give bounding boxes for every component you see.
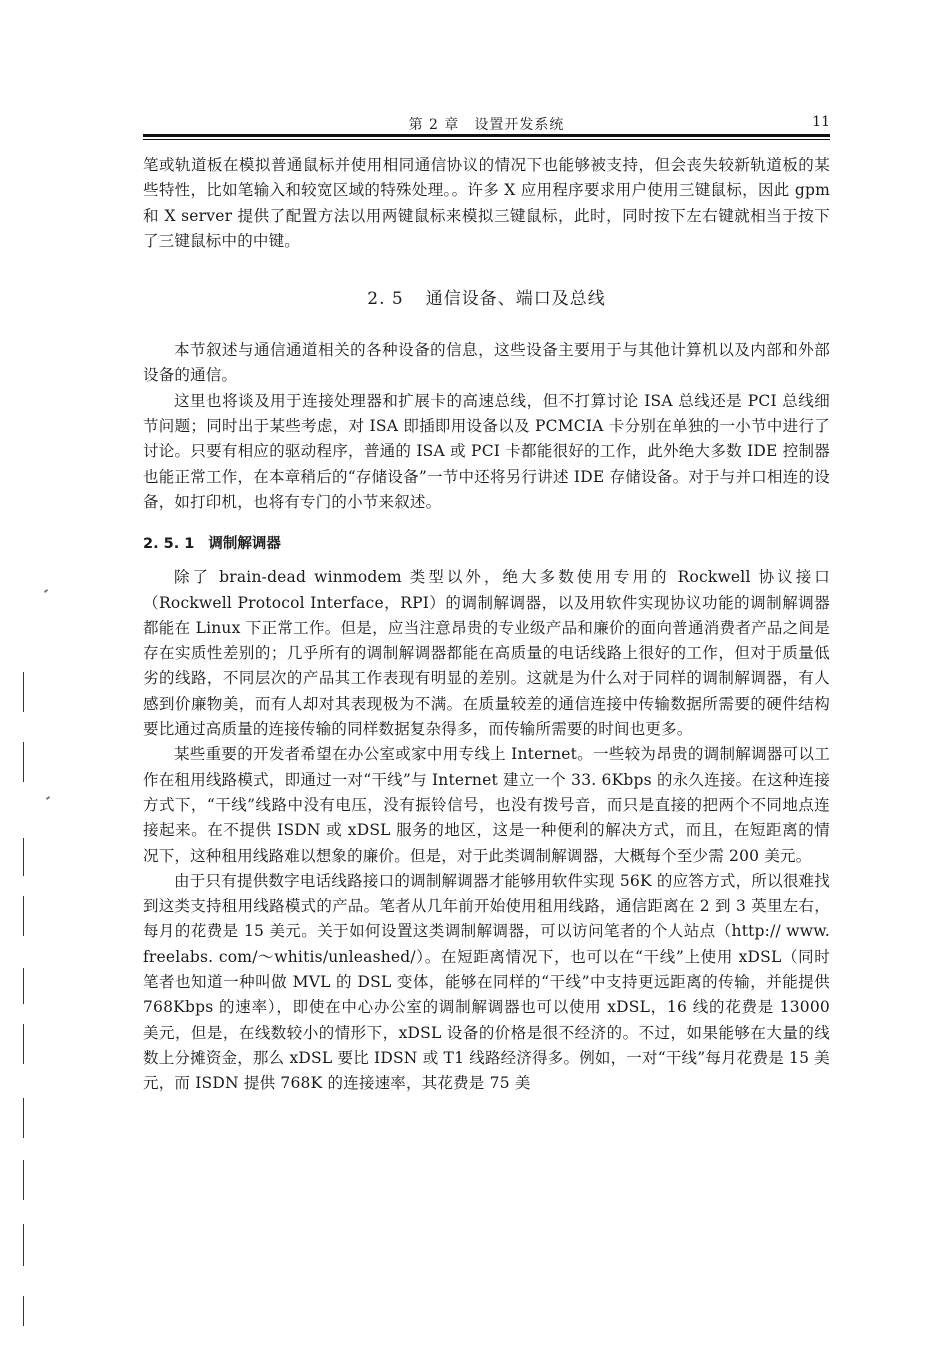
intro-paragraph: 笔或轨道板在模拟普通鼠标并使用相同通信协议的情况下也能够被支持，但会丧失较新轨道板的某些特性，比如笔输入和较宽区域的特殊处理。。许多 X 应用程序要求用户使用三键鼠标，因此 gpm 和 X server 提供了配置方法以用两键鼠标来模拟三键鼠标，此时，同时按下左右键就相当于按下了三键鼠标中的中键。 — [143, 156, 830, 250]
section-number: 2. 5 — [367, 289, 404, 310]
subsection-paragraph: 某些重要的开发者希望在办公室或家中用专线上 Internet。一些较为昂贵的调制解调器可以工作在租用线路模式，即通过一对“干线”与 Internet 建立一个 33. 6Kbps 的永久连接。在这种连接方式下，“干线”线路中没有电压，没有振铃信号，也没有拨号音，而只是直接的把两个不同地点连接起来。在不提供 ISDN 或 xDSL 服务的地区，这是一种便利的解决方式，而且，在短距离的情况下，这种租用线路难以想象的廉价。但是，对于此类调制解调器，大概每个至少需 200 美元。 — [143, 745, 830, 865]
subsection-number: 2. 5. 1 — [143, 536, 195, 553]
margin-line-mark — [23, 672, 24, 712]
subsection-heading — [143, 532, 830, 553]
margin-line-mark — [23, 838, 24, 876]
header-rule-thin — [143, 139, 830, 140]
page-number: 11 — [812, 114, 830, 130]
section-title: 通信设备、端口及总线 — [425, 289, 606, 310]
section-paragraph: 本节叙述与通信通道相关的各种设备的信息，这些设备主要用于与其他计算机以及内部和外部设备的通信。 — [143, 341, 830, 385]
margin-line-mark — [23, 1160, 24, 1200]
scan-artifact-mark — [44, 589, 48, 593]
page-body — [143, 153, 830, 1097]
subsection-paragraph: 除了 brain-dead winmodem 类型以外，绝大多数使用专用的 Rockwell 协议接口（Rockwell Protocol Interface，RPI）的调制解调器，以及用软件实现协议功能的调制解调器都能在 Linux 下正常工作。但是，应当注意昂贵的专业级产品和廉价的面向普通消费者产品之间是存在实质性差别的；几乎所有的调制解调器都能在高质量的电话线路上很好的工作，但对于质量低劣的线路，不同层次的产品其工作表现有明显的差别。这就是为什么对于同样的调制解调器，有人感到价廉物美，而有人却对其表现极为不满。在质量较差的通信连接中传输数据所需要的硬件结构要比通过高质量的连接传输的同样数据复杂得多，而传输所需要的时间也更多。 — [143, 568, 830, 739]
chapter-title: 第 2 章 设置开发系统 — [408, 117, 565, 133]
margin-line-mark — [23, 1224, 24, 1266]
subsection-title: 调制解调器 — [208, 536, 281, 553]
margin-line-mark — [23, 742, 24, 782]
header-rule-thick — [143, 134, 830, 137]
section-paragraph: 这里也将谈及用于连接处理器和扩展卡的高速总线，但不打算讨论 ISA 总线还是 PCI 总线细节问题；同时出于某些考虑，对 ISA 即插即用设备以及 PCMCIA 卡分别在单独的一小节中进行了讨论。只要有相应的驱动程序，普通的 ISA 或 PCI 卡都能很好的工作，此外绝大多数 IDE 控制器也能正常工作，在本章稍后的“存储设备”一节中还将另行讲述 IDE 存储设备。对于与并口相连的设备，如打印机，也将有专门的小节来叙述。 — [143, 391, 830, 511]
subsection-paragraph: 由于只有提供数字电话线路接口的调制解调器才能够用软件实现 56K 的应答方式，所以很难找到这类支持租用线路模式的产品。笔者从几年前开始使用租用线路，通信距离在 2 到 3 英里左右，每月的花费是 15 美元。关于如何设置这类调制解调器，可以访问笔者的个人站点（http:// www. freelabs. com/～whitis/unleashed/）。在短距离情况下，也可以在“干线”上使用 xDSL（同时笔者也知道一种叫做 MVL 的 DSL 变体，能够在同样的“干线”中支持更远距离的传输，并能提供 768Kbps 的速率），即使在中心办公室的调制解调器也可以使用 xDSL，16 线的花费是 13000 美元，但是，在线数较小的情形下，xDSL 设备的价格是很不经济的。不过，如果能够在大量的线数上分摊资金，那么 xDSL 要比 IDSN 或 T1 线路经济得多。例如，一对“干线”每月花费是 15 美元，而 ISDN 提供 768K 的连接速率，其花费是 75 美 — [143, 871, 830, 1093]
margin-line-mark — [23, 1098, 24, 1138]
scan-artifact-mark — [46, 796, 50, 800]
running-header — [143, 112, 830, 134]
margin-line-mark — [23, 1024, 24, 1064]
margin-line-mark — [23, 896, 24, 936]
margin-line-mark — [23, 968, 24, 1004]
margin-line-mark — [23, 1296, 24, 1326]
section-heading — [143, 284, 830, 309]
